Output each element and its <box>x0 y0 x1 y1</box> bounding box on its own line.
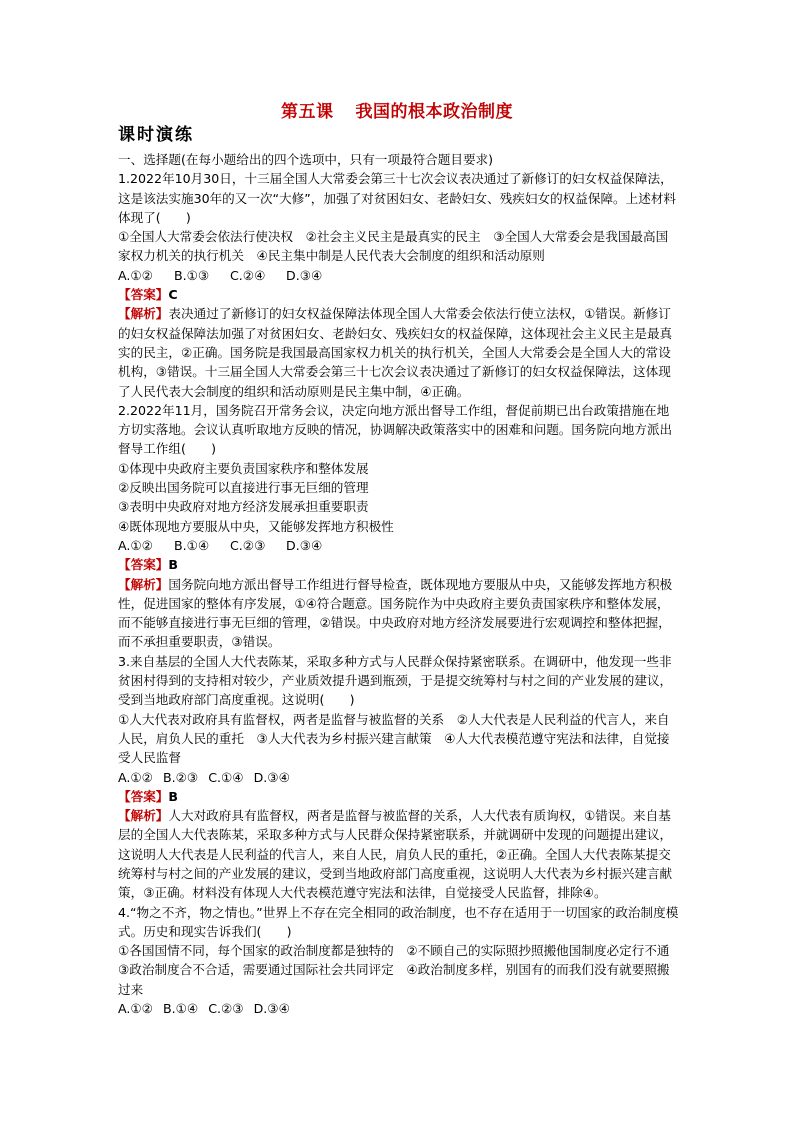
section-subtitle: 课时演练 <box>118 125 194 145</box>
question-options <box>118 266 680 285</box>
analysis-paragraph <box>118 575 680 652</box>
question-options <box>118 999 680 1018</box>
analysis-text: 表决通过了新修订的妇女权益保障法体现全国人大常委会依法行使立法权，①错误。新修订的妇女权益保障法加强了对贫困妇女、老龄妇女、残疾妇女的权益保障，这体现社会主义民主是最真实的民主，②正确。国务院是我国最高国家权力机关的执行机关，全国人大常委会是全国人大的常设机构，③错误。十三届全国人大常委会第三十七次会议表决通过了新修订的妇女权益保障法，这体现了人民代表大会制度的组织和活动原则是民主集中制，④正确。 <box>118 306 673 399</box>
analysis-tag: 【解析】 <box>118 306 169 322</box>
option-d: D.③④ <box>286 267 323 283</box>
option-b: B.①④ <box>174 537 210 553</box>
question-options <box>118 768 680 787</box>
option-d: D.③④ <box>253 769 290 785</box>
question-list <box>118 150 683 1018</box>
statement-1: ①体现中央政府主要负责国家秩序和整体发展 <box>118 460 369 476</box>
question-options <box>118 536 680 555</box>
answer-tag: 【答案】 <box>118 287 169 303</box>
analysis-paragraph <box>118 304 680 400</box>
option-c: C.②③ <box>230 537 266 553</box>
page-title <box>0 97 794 122</box>
question-2 <box>118 401 680 652</box>
option-a: A.①② <box>118 1001 153 1017</box>
question-4 <box>118 903 683 1019</box>
statement-3: ③表明中央政府对地方经济发展承担重要职责 <box>118 499 369 515</box>
option-c: C.②③ <box>208 1001 244 1017</box>
answer-line <box>118 787 680 806</box>
option-b: B.①③ <box>174 267 210 283</box>
question-stem: 2.2022年11月，国务院召开常务会议，决定向地方派出督导工作组，督促前期已出台政策措施在地方切实落地。会议认真听取地方反映的情况，协调解决政策落实中的困难和问题。国务院向地方派出督导工作组( ) <box>118 402 673 457</box>
question-1 <box>118 169 680 401</box>
lesson-name: 我国的根本政治制度 <box>355 102 513 122</box>
answer-value: B <box>168 557 178 573</box>
question-stem: 3.来自基层的全国人大代表陈某，采取多种方式与人民群众保持紧密联系。在调研中，他发现一些非贫困村得到的支持相对较少，产业质效提升遇到瓶颈，于是提交统筹村与村之间的产业发展的建议，受到当地政府部门高度重视。这说明( ) <box>118 653 673 708</box>
option-a: A.①② <box>118 537 153 553</box>
question-statements: ①人大代表对政府具有监督权，两者是监督与被监督的关系 ②人大代表是人民利益的代言人，来自人民，肩负人民的重托 ③人大代表为乡村振兴建言献策 ④人大代表模范遵守宪法和法律，自觉接受人民监督 <box>118 711 670 766</box>
analysis-paragraph <box>118 806 680 902</box>
option-a: A.①② <box>118 769 153 785</box>
question-stem: 1.2022年10月30日，十三届全国人大常委会第三十七次会议表决通过了新修订的妇女权益保障法，这是该法实施30年的又一次“大修”，加强了对贫困妇女、老龄妇女、残疾妇女的权益保障。上述材料体现了( ) <box>118 171 677 225</box>
section-heading: 一、选择题(在每小题给出的四个选项中，只有一项最符合题目要求) <box>118 152 494 167</box>
analysis-text: 国务院向地方派出督导工作组进行督导检查，既体现地方要服从中央，又能够发挥地方积极性，促进国家的整体有序发展，①④符合题意。国务院作为中央政府主要负责国家秩序和整体发展，而不能够直接进行事无巨细的管理，②错误。中央政府对地方经济发展要进行宏观调控和整体把握，而不承担重要职责，③错误。 <box>118 576 673 650</box>
answer-value: B <box>168 788 178 804</box>
answer-tag: 【答案】 <box>118 557 169 573</box>
question-statements: ①全国人大常委会依法行使决权 ②社会主义民主是最真实的民主 ③全国人大常委会是我国最高国家权力机关的执行机关 ④民主集中制是人民代表大会制度的组织和活动原则 <box>118 229 669 264</box>
question-stem: 4.“物之不齐，物之情也。”世界上不存在完全相同的政治制度，也不存在适用于一切国家的政治制度模式。历史和现实告诉我们( ) <box>118 904 679 939</box>
option-d: D.③④ <box>286 537 323 553</box>
answer-value: C <box>168 287 178 303</box>
lesson-number: 第五课 <box>281 102 334 122</box>
statement-2: ②反映出国务院可以直接进行事无巨细的管理 <box>118 480 369 496</box>
question-statements: ①各国国情不同，每个国家的政治制度都是独特的 ②不顾自己的实际照抄照搬他国制度必定行不通 ③政治制度合不合适，需要通过国际社会共同评定 ④政治制度多样，别国有的而我们没有就要照搬过来 <box>118 943 683 997</box>
option-d: D.③④ <box>253 1001 290 1017</box>
statement-4: ④既体现地方要服从中央，又能够发挥地方积极性 <box>118 518 394 534</box>
option-a: A.①② <box>118 267 153 283</box>
answer-line <box>118 285 680 304</box>
analysis-tag: 【解析】 <box>118 808 169 824</box>
answer-line <box>118 555 680 574</box>
option-c: C.②④ <box>230 267 266 283</box>
option-b: B.①④ <box>162 1001 199 1017</box>
question-3 <box>118 652 680 903</box>
answer-tag: 【答案】 <box>118 788 169 804</box>
analysis-text: 人大对政府具有监督权，两者是监督与被监督的关系，人大代表有质询权，①错误。来自基层的全国人大代表陈某，采取多种方式与人民群众保持紧密联系，并就调研中发现的问题提出建议，这说明人大代表是人民利益的代言人，来自人民，肩负人民的重托，②正确。全国人大代表陈某提交统筹村与村之间的产业发展的建议，受到当地政府部门高度重视，这说明人大代表为乡村振兴建言献策，③正确。材料没有体现人大代表模范遵守宪法和法律，自觉接受人民监督，排除④。 <box>118 808 673 901</box>
option-c: C.①④ <box>208 769 244 785</box>
option-b: B.②③ <box>162 769 199 785</box>
analysis-tag: 【解析】 <box>118 576 169 592</box>
